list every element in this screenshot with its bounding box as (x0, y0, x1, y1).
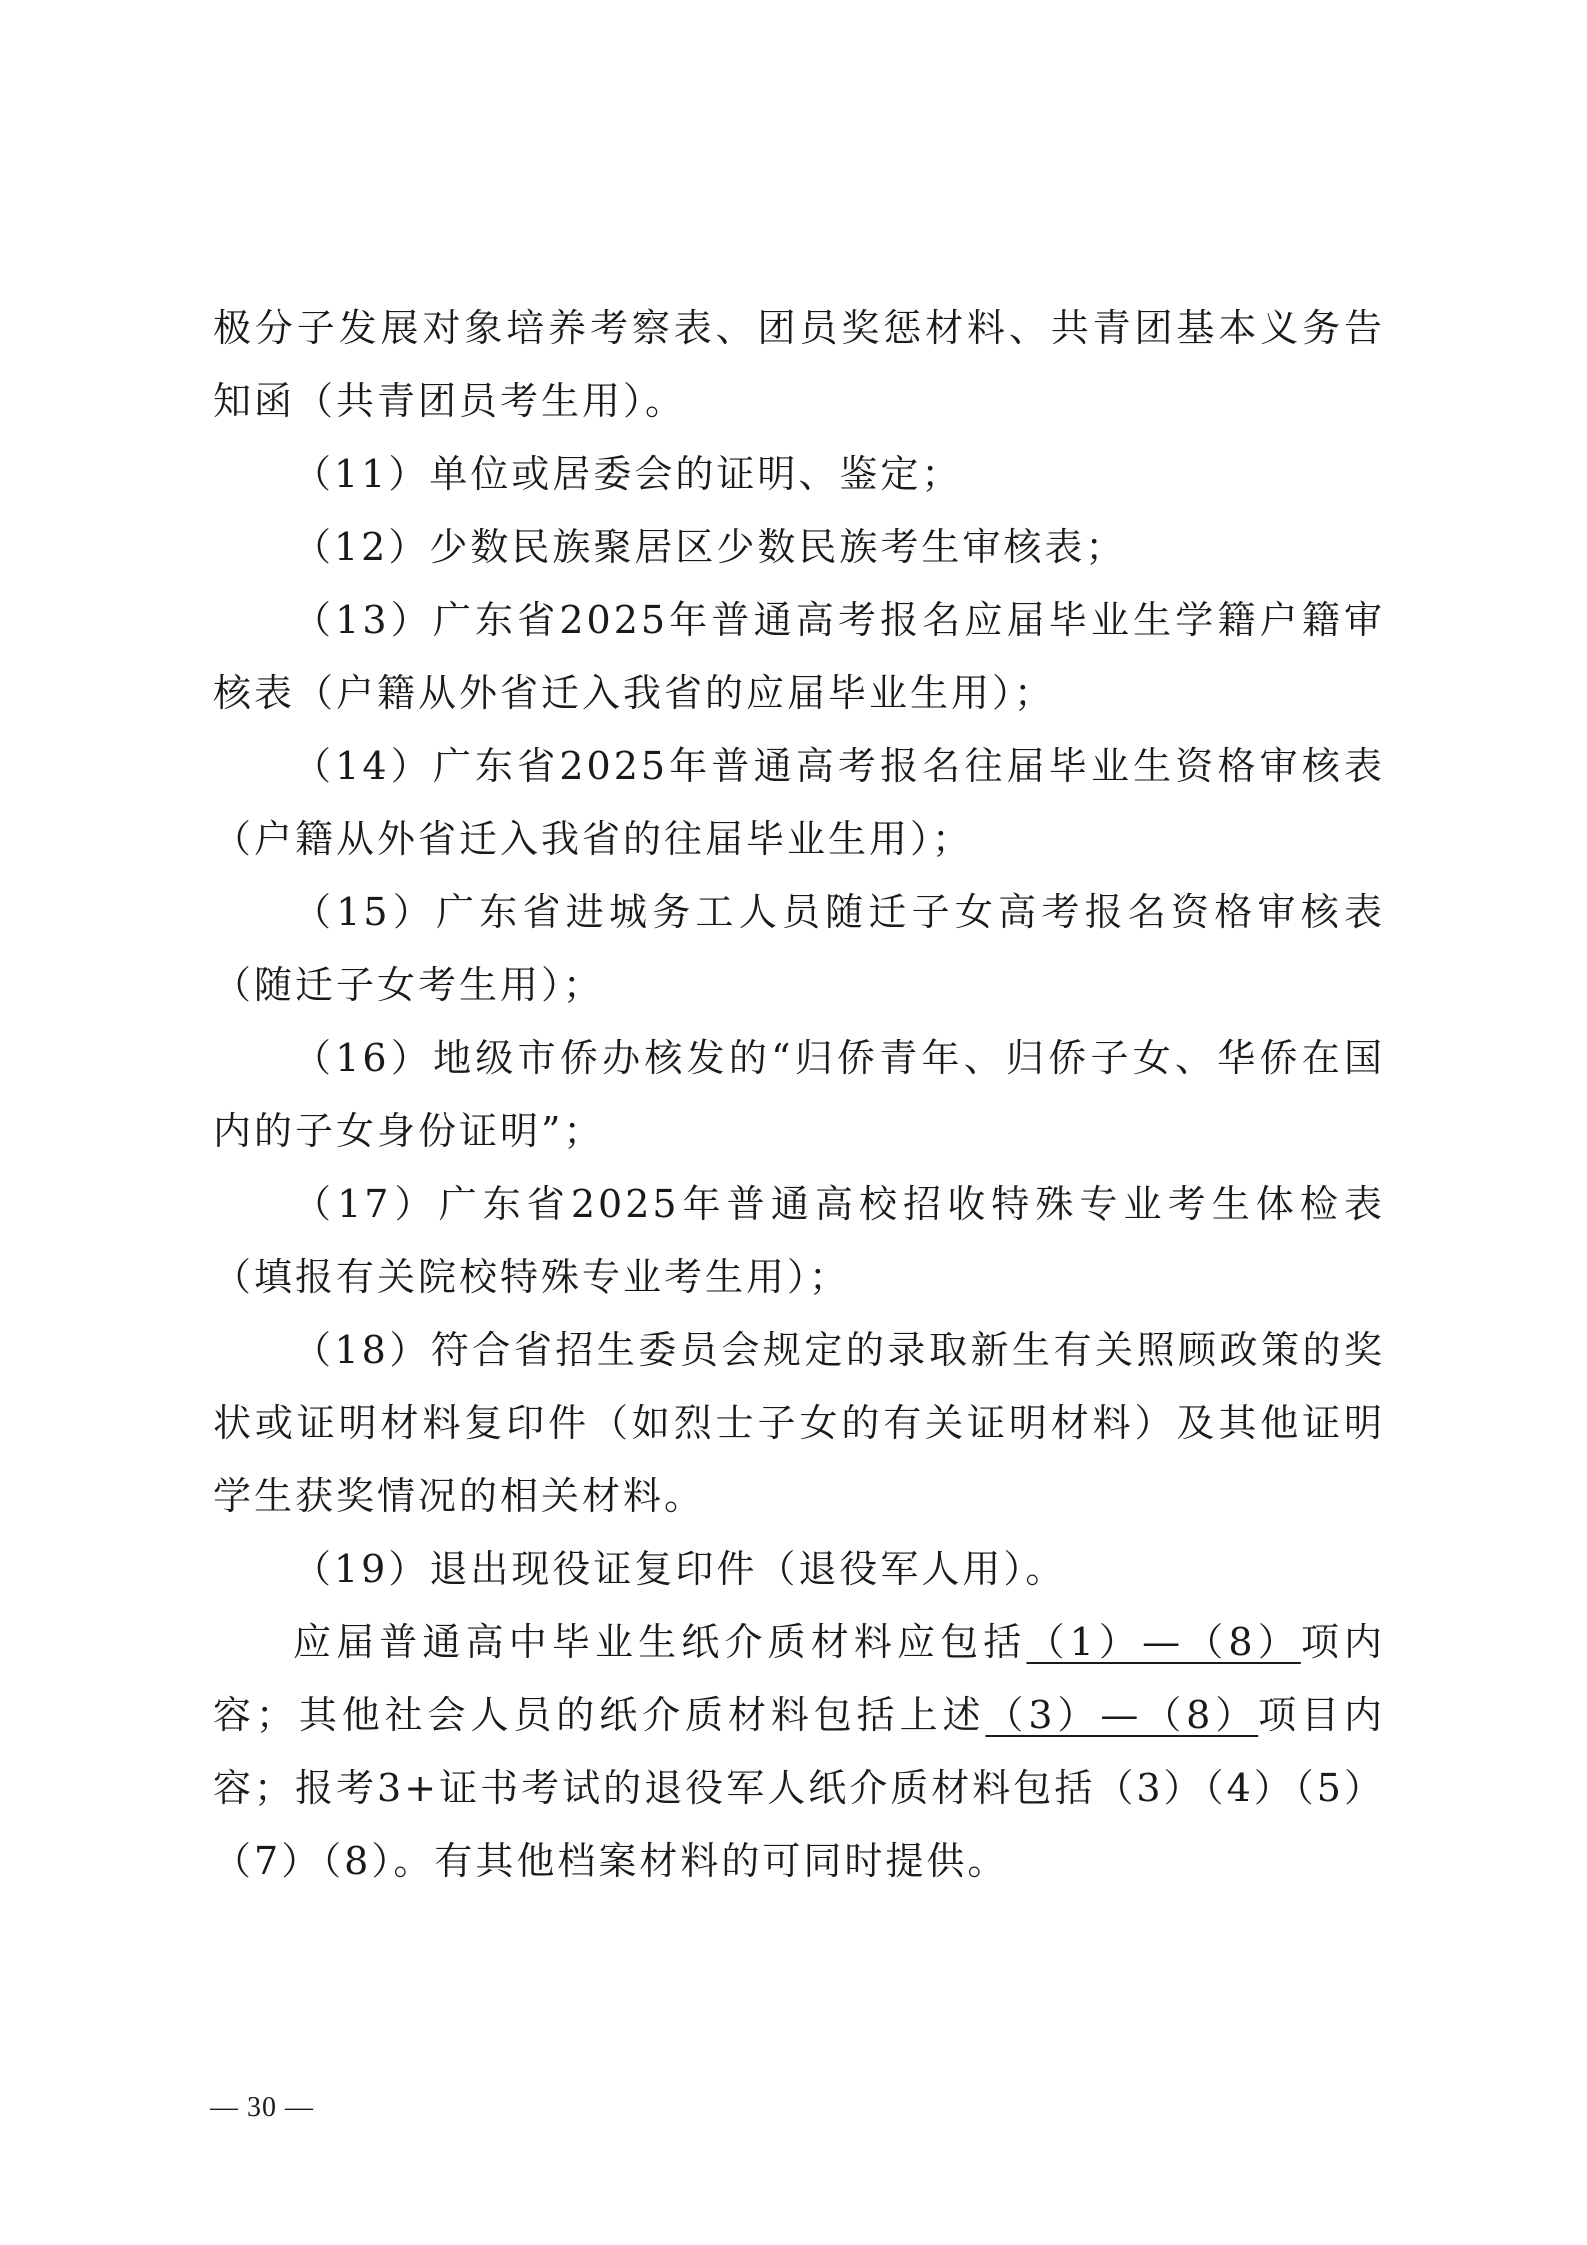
list-item-16: （16）地级市侨办核发的“归侨青年、归侨子女、华侨在国内的子女身份证明”； (213, 1036, 1385, 1153)
underlined-range-1: （1）—（8） (1026, 1620, 1301, 1664)
list-item-11: （11）单位或居委会的证明、鉴定； (293, 452, 963, 496)
document-body (213, 292, 1385, 1898)
page-number: — 30 — (210, 2092, 314, 2123)
underlined-range-2: （3）—（8） (985, 1693, 1259, 1737)
list-item-13: （13）广东省2025年普通高考报名应届毕业生学籍户籍审核表（户籍从外省迁入我省的应届毕业生用）； (213, 598, 1385, 715)
list-item-15: （15）广东省进城务工人员随迁子女高考报名资格审核表（随迁子女考生用）； (213, 890, 1385, 1007)
summary-text-3: 项目内容；报考3+证书考试的退役军人纸介质材料包括（3）（4）（5）（7）（8）。有其他档案材料的可同时提供。 (213, 1693, 1385, 1883)
list-item-12: （12）少数民族聚居区少数民族考生审核表； (293, 525, 1127, 569)
list-item-18: （18）符合省招生委员会规定的录取新生有关照顾政策的奖状或证明材料复印件（如烈士子女的有关证明材料）及其他证明学生获奖情况的相关材料。 (213, 1328, 1385, 1518)
summary-text-2: 项内容；其他社会人员的纸介质材料包括上述 (213, 1620, 1385, 1737)
list-item-19: （19）退出现役证复印件（退役军人用）。 (293, 1547, 1067, 1591)
paragraph-continuation: 极分子发展对象培养考察表、团员奖惩材料、共青团基本义务告知函（共青团员考生用）。 (213, 306, 1385, 423)
list-item-14: （14）广东省2025年普通高考报名往届毕业生资格审核表（户籍从外省迁入我省的往届毕业生用）； (213, 744, 1385, 861)
summary-paragraph (213, 1606, 1385, 1898)
summary-text-1: 应届普通高中毕业生纸介质材料应包括 (293, 1620, 1027, 1664)
list-item-17: （17）广东省2025年普通高校招收特殊专业考生体检表（填报有关院校特殊专业考生用）； (213, 1182, 1385, 1299)
